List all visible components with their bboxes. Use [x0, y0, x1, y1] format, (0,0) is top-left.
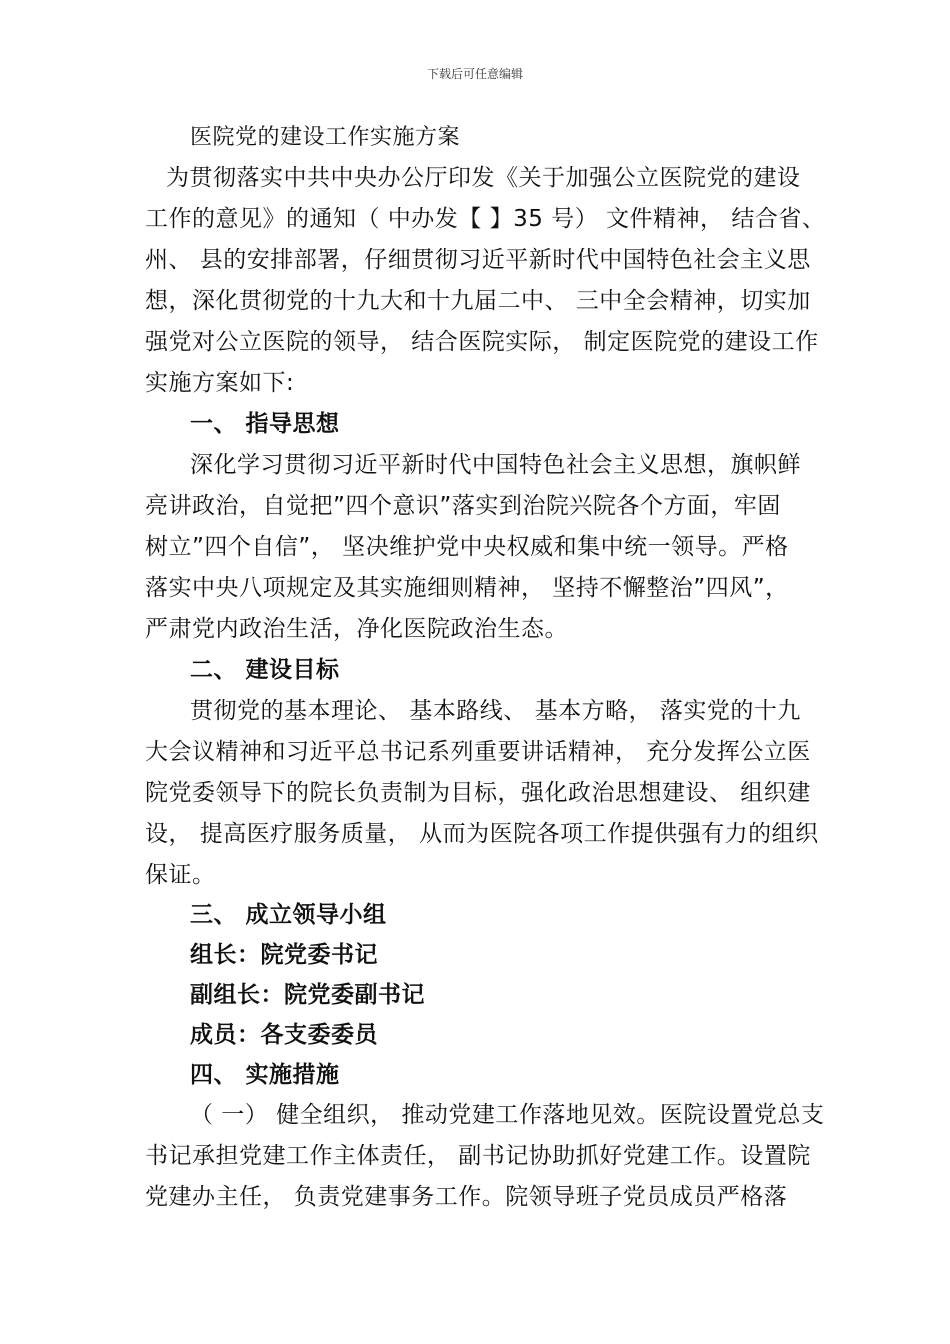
section-heading: 四、 实施措施 [190, 1062, 340, 1088]
paragraph-line: 保证。 [145, 862, 216, 888]
paragraph-line: 工作的意见》的通知（ 中办发【 】35 号） 文件精神， 结合省、 [145, 206, 826, 232]
paragraph-line: 州、 县的安排部署，仔细贯彻习近平新时代中国特色社会主义思 [145, 247, 811, 273]
paragraph-line: 强党对公立医院的领导， 结合医院实际， 制定医院党的建设工作 [145, 329, 819, 355]
paragraph-line: 亮讲政治，自觉把”四个意识”落实到治院兴院各个方面，牢固 [145, 493, 781, 519]
group-deputy-leader: 副组长：院党委副书记 [190, 982, 425, 1008]
paragraph-line: （ 一） 健全组织， 推动党建工作落地见效。医院设置党总支 [190, 1102, 825, 1128]
paragraph-line: 实施方案如下: [145, 370, 295, 396]
document-title: 医院党的建设工作实施方案 [190, 125, 461, 150]
section-heading: 一、 指导思想 [190, 411, 340, 437]
paragraph-line: 党建办主任， 负责党建事务工作。院领导班子党员成员严格落 [145, 1184, 788, 1210]
section-heading: 二、 建设目标 [190, 657, 340, 683]
paragraph-line: 设， 提高医疗服务质量， 从而为医院各项工作提供强有力的组织 [145, 821, 819, 847]
group-members: 成员：各支委委员 [190, 1022, 378, 1048]
paragraph-line: 书记承担党建工作主体责任， 副书记协助抓好党建工作。设置院 [145, 1143, 811, 1169]
paragraph-line: 深化学习贯彻习近平新时代中国特色社会主义思想，旗帜鲜 [190, 452, 801, 478]
paragraph-line: 院党委领导下的院长负责制为目标，强化政治思想建设、 组织建 [145, 780, 811, 806]
group-leader: 组长：院党委书记 [190, 942, 378, 968]
paragraph-line: 落实中央八项规定及其实施细则精神， 坚持不懈整治”四风”， [145, 575, 789, 601]
paragraph-line: 严肃党内政治生活，净化医院政治生态。 [145, 616, 568, 642]
paragraph-line: 大会议精神和习近平总书记系列重要讲话精神， 充分发挥公立医 [145, 739, 811, 765]
section-heading: 三、 成立领导小组 [190, 902, 387, 928]
paragraph-line: 树立”四个自信”， 坚决维护党中央权威和集中统一领导。严格 [145, 534, 789, 560]
paragraph-line: 为贯彻落实中共中央办公厅印发《关于加强公立医院党的建设 [166, 165, 801, 191]
paragraph-line: 想，深化贯彻党的十九大和十九届二中、 三中全会精神，切实加 [145, 288, 811, 314]
paragraph-line: 贯彻党的基本理论、 基本路线、 基本方略， 落实党的十九 [190, 698, 801, 724]
page-header: 下载后可任意编辑 [426, 67, 523, 81]
